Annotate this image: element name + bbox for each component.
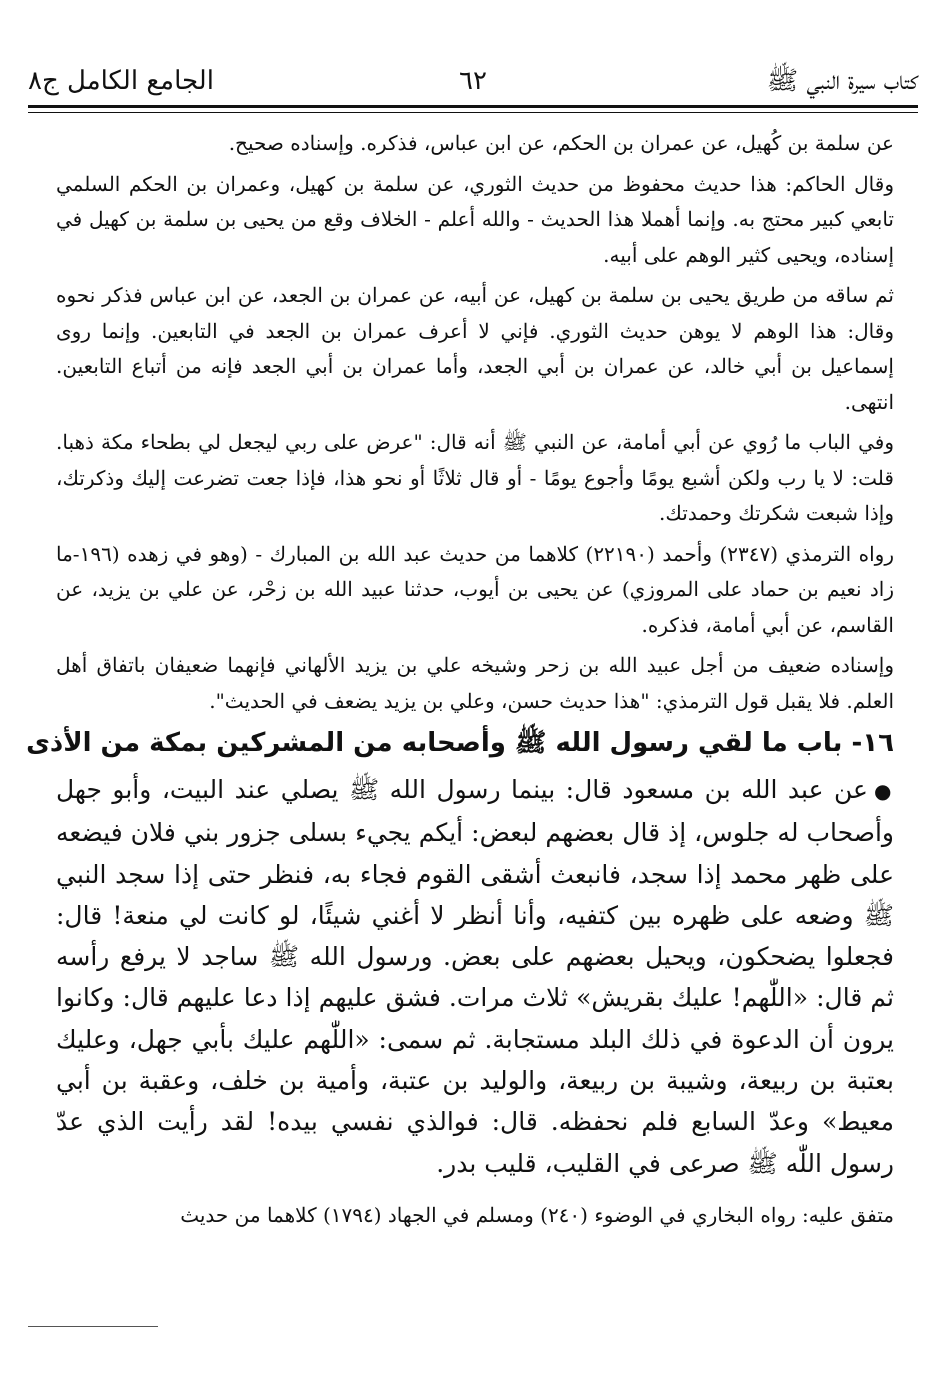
note-paragraph: وفي الباب ما رُوي عن أبي أمامة، عن النبي ﷺ أنه قال: "عرض على ربي ليجعل لي بطحاء مكة ذهبا. قلت: لا يا رب ولكن أشبع يومًا وأجوع يومًا - أو قال ثلاثًا أو نحو هذا، فإذا جعت تضرعت إليك وذكرتك، وإذا شبعت شكرتك وحمدتك. bbox=[56, 430, 894, 525]
hadith-text bbox=[56, 769, 894, 1184]
header-rule-thick bbox=[28, 105, 918, 108]
note-paragraph: عن سلمة بن كُهيل، عن عمران بن الحكم، عن ابن عباس، فذكره. وإسناده صحيح. bbox=[228, 131, 894, 155]
bullet-mark: ● bbox=[873, 779, 895, 803]
hadith-body: عن عبد الله بن مسعود قال: بينما رسول الله ﷺ يصلي عند البيت، وأبو جهل وأصحاب له جلوس، إذ قال بعضهم لبعض: أيكم يجيء بسلى جزور بني فلان فيضعه على ظهر محمد إذا سجد، فانبعث أشقى القوم فجاء به، فنظر حتى إذا سجد النبي ﷺ وضعه على ظهره بين كتفيه، وأنا أنظر لا أغني شيئًا، لو كانت لي منعة! قال: فجعلوا يضحكون، ويحيل بعضهم على بعض. ورسول الله ﷺ ساجد لا يرفع رأسه ثم قال: «اللّٰهم! عليك بقريش» ثلاث مرات. فشق عليهم إذا دعا عليهم قال: وكانوا يرون أن الدعوة في ذلك البلد مستجابة. ثم سمى: «اللّٰهم عليك بأبي جهل، وعليك بعتبة بن ربيعة، وشيبة بن ربيعة، والوليد بن عتبة، وأمية بن خلف، وعقبة بن أبي معيط» وعدّ السابع فلم نحفظه. قال: فوالذي نفسي بيده! لقد رأيت الذي عدّ رسول اللّٰه ﷺ صرعى في القليب، قليب بدر. bbox=[56, 775, 894, 1178]
note-paragraph: رواه الترمذي (٢٣٤٧) وأحمد (٢٢١٩٠) كلاهما من حديث عبد الله بن المبارك - (وهو في زهده (١٩٦-ما زاد نعيم بن حماد على المروزي) عن يحيى بن أيوب، حدثنا عبيد الله بن زحْر، عن علي بن يزيد، عن القاسم، عن أبي أمامة، فذكره. bbox=[56, 541, 894, 637]
footer-rule bbox=[28, 1326, 158, 1327]
page-number: ٦٢ bbox=[459, 66, 487, 96]
page-header bbox=[28, 58, 918, 104]
note-paragraph: وقال الحاكم: هذا حديث محفوظ من حديث الثوري، عن سلمة بن كهيل، وعمران بن الحكم السلمي تابعي كبير محتج به. وإنما أهملا هذا الحديث - والله أعلم - الخلاف وقع من يحيى بن سلمة بن كهيل في إسناده، ويحيى كثير الوهم على أبيه. bbox=[56, 171, 894, 267]
note-paragraph: وإسناده ضعيف من أجل عبيد الله بن زحر وشيخه علي بن يزيد الألهاني فإنهما ضعيفان باتفاق أهل العلم. فلا يقبل قول الترمذي: "هذا حديث حسن، وعلي بن يزيد يضعف في الحديث". bbox=[56, 653, 894, 713]
header-rule-thin bbox=[28, 112, 918, 113]
book-title: كتاب سيرة النبي ﷺ bbox=[766, 66, 918, 96]
page-content bbox=[26, 126, 895, 1234]
volume-title: الجامع الكامل ج٨ bbox=[28, 66, 214, 96]
note-paragraph: ثم ساقه من طريق يحيى بن سلمة بن كهيل، عن أبيه، عن عمران بن الجعد، عن ابن عباس فذكر نحوه وقال: هذا الوهم لا يوهن حديث الثوري. فإني لا أعرف عمران بن الجعد في التابعين. وإنما روى إسماعيل بن أبي خالد، عن عمران بن أبي الجعد، وأما عمران بن أبي الجعد فإنه من أتباع التابعين. انتهى. bbox=[56, 283, 894, 414]
footnote-paragraph: متفق عليه: رواه البخاري في الوضوء (٢٤٠) ومسلم في الجهاد (١٧٩٤) كلاهما من حديث bbox=[180, 1202, 894, 1227]
chapter-heading: ١٦- باب ما لقي رسول الله ﷺ وأصحابه من المشركين بمكة من الأذى bbox=[26, 728, 894, 758]
